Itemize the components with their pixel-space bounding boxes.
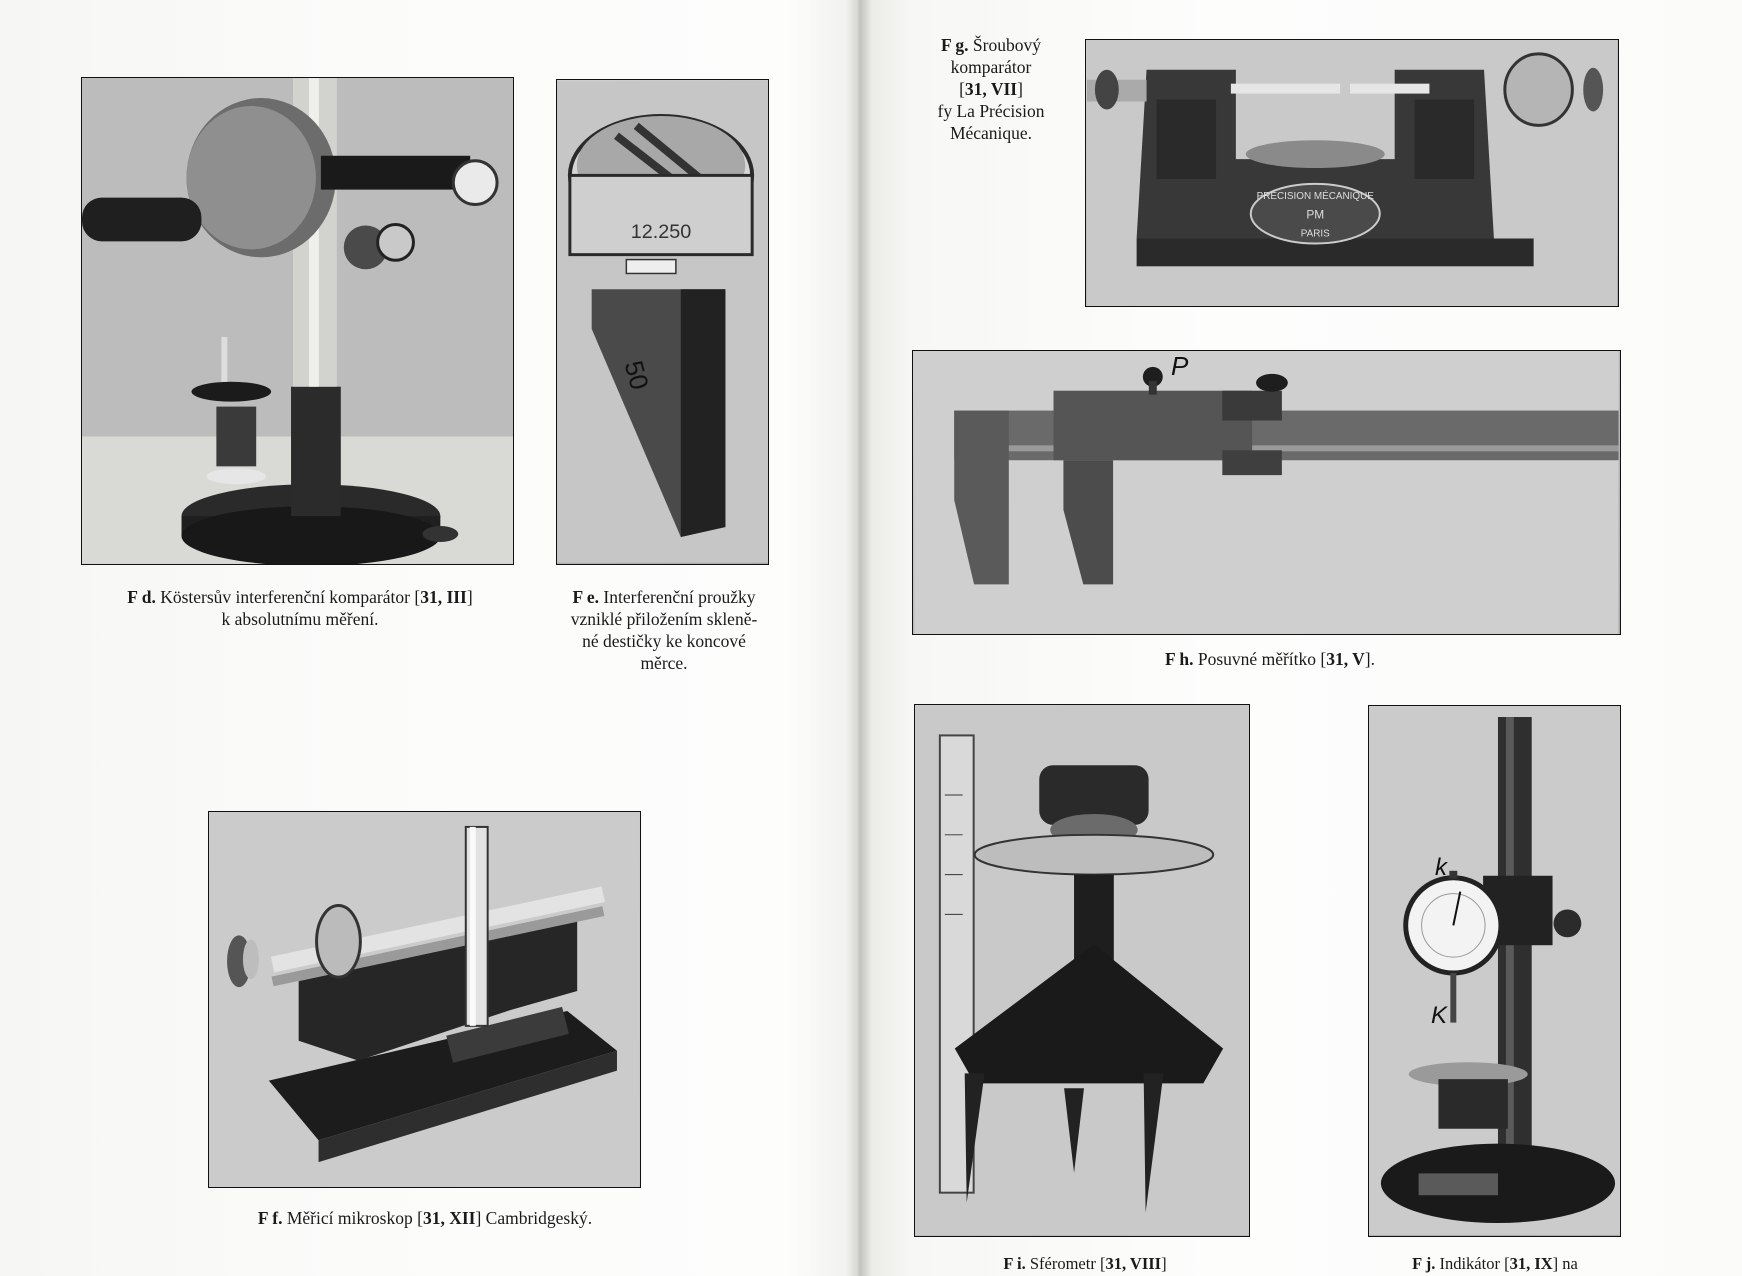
caption-line4: měrce.	[640, 653, 688, 673]
caption-line3: né destičky ke koncové	[582, 631, 746, 651]
photo-fj-dial-indicator	[1368, 705, 1621, 1237]
photo-fd-interference-comparator	[81, 77, 514, 565]
caption-fh	[1050, 648, 1490, 670]
photo-fg-screw-comparator	[1085, 39, 1619, 307]
caption-fg	[926, 34, 1056, 144]
caption-ref-close: ]	[1017, 79, 1023, 99]
caption-text: Indikátor [	[1439, 1254, 1510, 1273]
caption-text: Měřicí mikroskop [	[286, 1208, 423, 1228]
caption-tail: ].	[1364, 649, 1375, 669]
caption-line2: k absolutnímu měření.	[221, 609, 379, 629]
caption-ref: 31, V	[1326, 649, 1365, 669]
caption-tail: ]	[1161, 1254, 1167, 1273]
caption-ref: 31, VII	[964, 79, 1018, 99]
caption-line4: fy La Précision	[937, 101, 1045, 121]
caption-ref: 31, III	[420, 587, 467, 607]
caption-line1: Interferenční proužky	[603, 587, 756, 607]
gauge-block-illustration	[557, 80, 768, 564]
screw-comparator-illustration	[1086, 40, 1618, 306]
caption-ref-open: [	[959, 79, 965, 99]
caliper-illustration	[913, 351, 1620, 634]
caption-fj	[1370, 1253, 1620, 1275]
annotation-K: K	[1431, 1002, 1448, 1029]
caption-label: F g.	[941, 35, 969, 55]
caption-line2: vzniklé přiložením skleně-	[570, 609, 758, 629]
caption-ff	[190, 1207, 660, 1229]
caption-label: F i.	[1003, 1254, 1026, 1273]
caption-text: Posuvné měřítko [	[1197, 649, 1327, 669]
photo-fi-spherometer	[914, 704, 1250, 1237]
microscope-illustration	[209, 812, 640, 1187]
annotation-k: k	[1435, 854, 1447, 881]
caption-ref: 31, IX	[1509, 1254, 1553, 1273]
photo-ff-measuring-microscope	[208, 811, 641, 1188]
plate-text-mid: PM	[1306, 207, 1325, 222]
caption-tail: ] na	[1552, 1254, 1578, 1273]
caption-line1: Šroubový	[972, 35, 1041, 55]
photo-fe-interference-fringes	[556, 79, 769, 565]
annotation-P: P	[1171, 351, 1189, 381]
plate-text-top: PRÉCISION MÉCANIQUE	[1256, 190, 1374, 202]
caption-line5: Mécanique.	[949, 123, 1033, 143]
spherometer-illustration	[915, 705, 1249, 1236]
caption-label: F h.	[1164, 649, 1194, 669]
book-gutter	[846, 0, 872, 1276]
caption-label: F e.	[572, 587, 600, 607]
caption-fi	[950, 1253, 1220, 1275]
plate-text-bot: PARIS	[1300, 228, 1330, 240]
indicator-illustration	[1369, 706, 1620, 1236]
caption-line2: komparátor	[950, 57, 1032, 77]
photo-fh-vernier-caliper	[912, 350, 1621, 635]
caption-tail: ] Cambridgeský.	[475, 1208, 593, 1228]
caption-fe	[550, 586, 778, 674]
caption-text: Sférometr [	[1029, 1254, 1106, 1273]
caption-fd	[80, 586, 520, 630]
caption-tail: ]	[466, 587, 473, 607]
caption-ref: 31, XII	[422, 1208, 476, 1228]
caption-text: Köstersův interferenční komparátor [	[160, 587, 421, 607]
caption-ref: 31, VIII	[1105, 1254, 1162, 1273]
ring-marking: 12.250	[630, 220, 692, 243]
block-marking: 50	[618, 357, 654, 393]
caption-label: F d.	[127, 587, 156, 607]
comparator-illustration	[82, 78, 513, 564]
caption-label: F f.	[257, 1208, 283, 1228]
caption-label: F j.	[1412, 1254, 1436, 1273]
